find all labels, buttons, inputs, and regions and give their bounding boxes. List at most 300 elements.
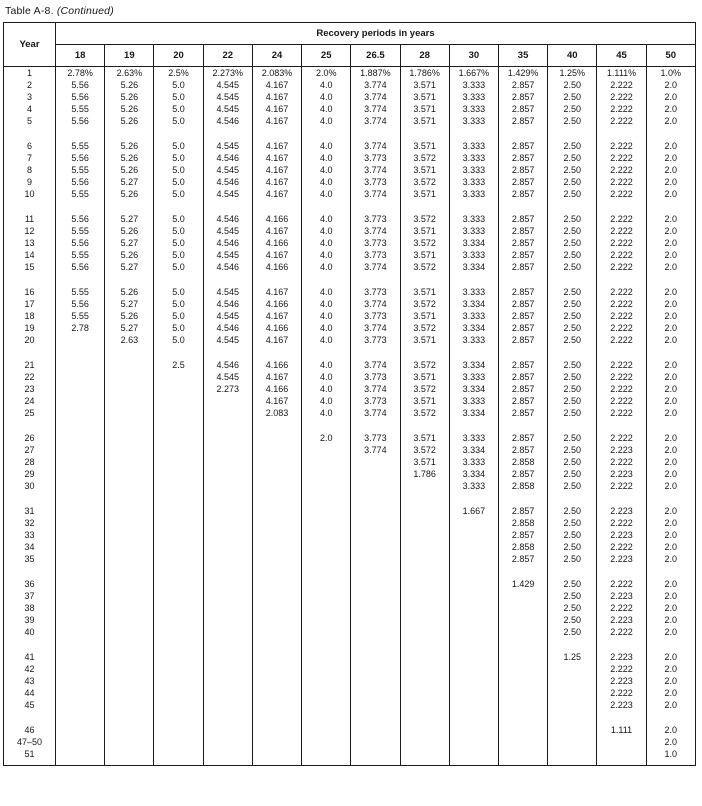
value-cell: 5.26 bbox=[105, 91, 154, 103]
value-cell: 2.50 bbox=[548, 407, 597, 419]
value-cell: 2.222 bbox=[597, 456, 646, 468]
value-cell bbox=[56, 663, 105, 675]
group-spacer-row bbox=[4, 200, 696, 213]
value-cell: 2.50 bbox=[548, 322, 597, 334]
value-cell bbox=[105, 371, 154, 383]
value-cell bbox=[203, 614, 252, 626]
table-row bbox=[4, 298, 696, 310]
empty-cell bbox=[105, 273, 154, 286]
value-cell: 3.773 bbox=[351, 395, 400, 407]
empty-cell bbox=[252, 273, 301, 286]
value-cell: 5.0 bbox=[154, 140, 203, 152]
value-cell: 2.0 bbox=[646, 456, 695, 468]
value-cell bbox=[154, 371, 203, 383]
value-cell: 2.223 bbox=[597, 699, 646, 711]
value-cell: 4.167 bbox=[252, 249, 301, 261]
value-cell: 4.167 bbox=[252, 225, 301, 237]
value-cell: 2.50 bbox=[548, 261, 597, 273]
empty-cell bbox=[302, 760, 351, 766]
value-cell: 3.333 bbox=[449, 152, 498, 164]
value-cell bbox=[400, 687, 449, 699]
value-cell bbox=[351, 724, 400, 736]
value-cell: 4.545 bbox=[203, 164, 252, 176]
year-cell: 1 bbox=[4, 67, 56, 80]
value-cell bbox=[548, 748, 597, 760]
value-cell: 2.50 bbox=[548, 371, 597, 383]
empty-cell bbox=[597, 638, 646, 651]
value-cell: 2.50 bbox=[548, 140, 597, 152]
value-cell: 2.0 bbox=[646, 261, 695, 273]
year-column-header: Year bbox=[4, 23, 56, 67]
value-cell: 4.546 bbox=[203, 152, 252, 164]
value-cell: 5.26 bbox=[105, 310, 154, 322]
value-cell bbox=[56, 748, 105, 760]
value-cell bbox=[449, 651, 498, 663]
value-cell bbox=[400, 724, 449, 736]
value-cell bbox=[252, 541, 301, 553]
value-cell: 3.334 bbox=[449, 322, 498, 334]
value-cell: 2.0 bbox=[646, 188, 695, 200]
value-cell: 3.333 bbox=[449, 456, 498, 468]
value-cell: 4.546 bbox=[203, 322, 252, 334]
group-spacer-row bbox=[4, 419, 696, 432]
table-row bbox=[4, 663, 696, 675]
value-cell: 5.26 bbox=[105, 249, 154, 261]
value-cell bbox=[449, 529, 498, 541]
value-cell bbox=[56, 505, 105, 517]
value-cell bbox=[203, 480, 252, 492]
empty-cell bbox=[449, 127, 498, 140]
empty-cell bbox=[400, 200, 449, 213]
value-cell: 3.773 bbox=[351, 371, 400, 383]
empty-cell bbox=[646, 273, 695, 286]
year-cell: 4 bbox=[4, 103, 56, 115]
value-cell: 2.223 bbox=[597, 614, 646, 626]
value-cell bbox=[252, 699, 301, 711]
value-cell bbox=[105, 675, 154, 687]
value-cell: 3.571 bbox=[400, 164, 449, 176]
value-cell: 3.333 bbox=[449, 371, 498, 383]
empty-cell bbox=[4, 711, 56, 724]
value-cell bbox=[449, 687, 498, 699]
value-cell: 5.0 bbox=[154, 79, 203, 91]
value-cell: 2.0 bbox=[646, 371, 695, 383]
value-cell: 2.50 bbox=[548, 468, 597, 480]
value-cell: 3.571 bbox=[400, 188, 449, 200]
value-cell: 5.0 bbox=[154, 310, 203, 322]
value-cell bbox=[302, 736, 351, 748]
value-cell: 3.773 bbox=[351, 152, 400, 164]
value-cell: 5.0 bbox=[154, 322, 203, 334]
value-cell: 3.774 bbox=[351, 188, 400, 200]
empty-cell bbox=[548, 127, 597, 140]
period-header-25: 25 bbox=[302, 45, 351, 67]
value-cell bbox=[105, 602, 154, 614]
empty-cell bbox=[302, 419, 351, 432]
value-cell: 4.167 bbox=[252, 164, 301, 176]
value-cell bbox=[56, 456, 105, 468]
value-cell: 3.333 bbox=[449, 91, 498, 103]
value-cell bbox=[56, 395, 105, 407]
period-header-35: 35 bbox=[498, 45, 547, 67]
table-row bbox=[4, 675, 696, 687]
value-cell: 3.333 bbox=[449, 103, 498, 115]
value-cell: 2.083 bbox=[252, 407, 301, 419]
period-header-26.5: 26.5 bbox=[351, 45, 400, 67]
year-cell: 43 bbox=[4, 675, 56, 687]
value-cell: 2.857 bbox=[498, 103, 547, 115]
value-cell: 2.858 bbox=[498, 541, 547, 553]
value-cell bbox=[252, 748, 301, 760]
empty-cell bbox=[154, 565, 203, 578]
value-cell bbox=[252, 444, 301, 456]
empty-cell bbox=[400, 711, 449, 724]
table-row bbox=[4, 468, 696, 480]
empty-cell bbox=[105, 346, 154, 359]
year-cell: 44 bbox=[4, 687, 56, 699]
value-cell: 3.571 bbox=[400, 334, 449, 346]
empty-cell bbox=[203, 419, 252, 432]
value-cell: 4.0 bbox=[302, 225, 351, 237]
value-cell bbox=[548, 663, 597, 675]
value-cell bbox=[154, 541, 203, 553]
value-cell bbox=[252, 456, 301, 468]
value-cell: 2.857 bbox=[498, 225, 547, 237]
value-cell bbox=[56, 334, 105, 346]
value-cell: 2.50 bbox=[548, 249, 597, 261]
value-cell: 5.26 bbox=[105, 286, 154, 298]
empty-cell bbox=[548, 638, 597, 651]
period-header-20: 20 bbox=[154, 45, 203, 67]
table-row bbox=[4, 505, 696, 517]
value-cell: 5.56 bbox=[56, 91, 105, 103]
empty-cell bbox=[498, 419, 547, 432]
value-cell: 4.0 bbox=[302, 188, 351, 200]
value-cell bbox=[203, 468, 252, 480]
empty-cell bbox=[449, 638, 498, 651]
value-cell: 2.0 bbox=[646, 468, 695, 480]
value-cell bbox=[302, 724, 351, 736]
empty-cell bbox=[203, 200, 252, 213]
value-cell: 5.26 bbox=[105, 103, 154, 115]
value-cell bbox=[351, 553, 400, 565]
value-cell bbox=[351, 529, 400, 541]
table-row bbox=[4, 103, 696, 115]
value-cell: 4.0 bbox=[302, 91, 351, 103]
empty-cell bbox=[646, 127, 695, 140]
value-cell bbox=[203, 736, 252, 748]
empty-cell bbox=[302, 638, 351, 651]
value-cell bbox=[56, 578, 105, 590]
empty-cell bbox=[203, 638, 252, 651]
value-cell: 2.50 bbox=[548, 298, 597, 310]
table-body bbox=[4, 67, 696, 766]
value-cell bbox=[548, 687, 597, 699]
empty-cell bbox=[351, 711, 400, 724]
empty-cell bbox=[548, 346, 597, 359]
value-cell bbox=[56, 541, 105, 553]
value-cell: 2.50 bbox=[548, 456, 597, 468]
value-cell: 2.0 bbox=[646, 152, 695, 164]
empty-cell bbox=[203, 346, 252, 359]
value-cell: 2.50 bbox=[548, 614, 597, 626]
empty-cell bbox=[400, 127, 449, 140]
value-cell bbox=[449, 590, 498, 602]
value-cell: 4.167 bbox=[252, 152, 301, 164]
value-cell: 2.222 bbox=[597, 322, 646, 334]
value-cell: 4.167 bbox=[252, 176, 301, 188]
value-cell: 2.50 bbox=[548, 176, 597, 188]
value-cell bbox=[154, 736, 203, 748]
value-cell: 2.50 bbox=[548, 590, 597, 602]
value-cell bbox=[203, 529, 252, 541]
value-cell bbox=[351, 614, 400, 626]
value-cell: 3.774 bbox=[351, 383, 400, 395]
value-cell bbox=[400, 480, 449, 492]
empty-cell bbox=[351, 346, 400, 359]
value-cell: 3.571 bbox=[400, 79, 449, 91]
value-cell bbox=[203, 505, 252, 517]
value-cell: 3.572 bbox=[400, 237, 449, 249]
value-cell bbox=[56, 724, 105, 736]
table-header bbox=[4, 23, 696, 67]
value-cell: 3.571 bbox=[400, 286, 449, 298]
empty-cell bbox=[498, 760, 547, 766]
empty-cell bbox=[203, 127, 252, 140]
empty-cell bbox=[449, 346, 498, 359]
value-cell: 5.0 bbox=[154, 164, 203, 176]
period-header-40: 40 bbox=[548, 45, 597, 67]
value-cell: 3.571 bbox=[400, 395, 449, 407]
value-cell bbox=[154, 432, 203, 444]
empty-cell bbox=[56, 200, 105, 213]
value-cell: 3.333 bbox=[449, 115, 498, 127]
value-cell: 2.50 bbox=[548, 164, 597, 176]
depreciation-table bbox=[3, 22, 696, 766]
value-cell bbox=[351, 468, 400, 480]
value-cell bbox=[400, 602, 449, 614]
empty-cell bbox=[449, 200, 498, 213]
value-cell: 1.0% bbox=[646, 67, 695, 80]
value-cell: 5.56 bbox=[56, 261, 105, 273]
value-cell: 4.166 bbox=[252, 237, 301, 249]
value-cell: 2.857 bbox=[498, 432, 547, 444]
value-cell bbox=[302, 663, 351, 675]
value-cell: 4.167 bbox=[252, 334, 301, 346]
value-cell: 2.0 bbox=[646, 225, 695, 237]
table-row bbox=[4, 176, 696, 188]
value-cell bbox=[252, 432, 301, 444]
value-cell bbox=[203, 626, 252, 638]
table-row bbox=[4, 152, 696, 164]
empty-cell bbox=[154, 419, 203, 432]
empty-cell bbox=[154, 273, 203, 286]
value-cell bbox=[252, 614, 301, 626]
value-cell: 2.0 bbox=[646, 602, 695, 614]
value-cell: 3.572 bbox=[400, 383, 449, 395]
period-header-45: 45 bbox=[597, 45, 646, 67]
table-row bbox=[4, 115, 696, 127]
empty-cell bbox=[400, 760, 449, 766]
value-cell: 2.63% bbox=[105, 67, 154, 80]
table-row bbox=[4, 724, 696, 736]
value-cell: 4.0 bbox=[302, 103, 351, 115]
empty-cell bbox=[252, 565, 301, 578]
value-cell: 3.572 bbox=[400, 261, 449, 273]
value-cell: 3.571 bbox=[400, 249, 449, 261]
value-cell: 3.774 bbox=[351, 164, 400, 176]
value-cell: 3.334 bbox=[449, 261, 498, 273]
value-cell bbox=[302, 468, 351, 480]
table-row bbox=[4, 553, 696, 565]
value-cell: 2.50 bbox=[548, 517, 597, 529]
value-cell bbox=[252, 736, 301, 748]
value-cell: 2.857 bbox=[498, 91, 547, 103]
year-cell: 22 bbox=[4, 371, 56, 383]
value-cell bbox=[400, 614, 449, 626]
value-cell: 2.50 bbox=[548, 359, 597, 371]
value-cell: 3.333 bbox=[449, 79, 498, 91]
empty-cell bbox=[105, 638, 154, 651]
value-cell: 2.50 bbox=[548, 432, 597, 444]
empty-cell bbox=[56, 638, 105, 651]
value-cell: 2.5 bbox=[154, 359, 203, 371]
value-cell: 2.0 bbox=[646, 687, 695, 699]
value-cell bbox=[597, 748, 646, 760]
value-cell: 2.50 bbox=[548, 310, 597, 322]
value-cell: 3.774 bbox=[351, 261, 400, 273]
value-cell: 3.572 bbox=[400, 407, 449, 419]
value-cell: 3.774 bbox=[351, 103, 400, 115]
value-cell: 2.857 bbox=[498, 334, 547, 346]
table-row bbox=[4, 67, 696, 80]
value-cell bbox=[56, 517, 105, 529]
value-cell: 4.167 bbox=[252, 395, 301, 407]
value-cell: 5.27 bbox=[105, 322, 154, 334]
value-cell: 3.333 bbox=[449, 164, 498, 176]
empty-cell bbox=[56, 346, 105, 359]
value-cell: 5.26 bbox=[105, 79, 154, 91]
year-cell: 38 bbox=[4, 602, 56, 614]
table-row bbox=[4, 213, 696, 225]
value-cell bbox=[351, 736, 400, 748]
table-row bbox=[4, 334, 696, 346]
value-cell: 4.0 bbox=[302, 359, 351, 371]
value-cell: 2.0 bbox=[646, 724, 695, 736]
value-cell: 2.50 bbox=[548, 383, 597, 395]
value-cell: 4.0 bbox=[302, 213, 351, 225]
value-cell: 4.167 bbox=[252, 188, 301, 200]
table-row bbox=[4, 651, 696, 663]
value-cell: 2.0 bbox=[646, 578, 695, 590]
value-cell bbox=[154, 553, 203, 565]
value-cell: 4.545 bbox=[203, 140, 252, 152]
empty-cell bbox=[56, 760, 105, 766]
empty-cell bbox=[597, 565, 646, 578]
value-cell bbox=[400, 663, 449, 675]
value-cell: 2.222 bbox=[597, 310, 646, 322]
period-header-30: 30 bbox=[449, 45, 498, 67]
value-cell: 5.55 bbox=[56, 249, 105, 261]
value-cell: 2.222 bbox=[597, 213, 646, 225]
group-spacer-row bbox=[4, 638, 696, 651]
value-cell bbox=[56, 687, 105, 699]
empty-cell bbox=[351, 638, 400, 651]
value-cell bbox=[154, 724, 203, 736]
value-cell: 5.26 bbox=[105, 140, 154, 152]
value-cell: 2.223 bbox=[597, 651, 646, 663]
value-cell bbox=[302, 651, 351, 663]
value-cell: 3.333 bbox=[449, 213, 498, 225]
value-cell bbox=[252, 724, 301, 736]
value-cell: 2.858 bbox=[498, 517, 547, 529]
value-cell: 3.333 bbox=[449, 432, 498, 444]
value-cell: 3.333 bbox=[449, 188, 498, 200]
year-cell: 3 bbox=[4, 91, 56, 103]
value-cell bbox=[105, 517, 154, 529]
value-cell: 2.0 bbox=[646, 553, 695, 565]
empty-cell bbox=[302, 711, 351, 724]
value-cell: 2.857 bbox=[498, 444, 547, 456]
value-cell: 4.545 bbox=[203, 79, 252, 91]
value-cell: 3.773 bbox=[351, 249, 400, 261]
value-cell: 5.27 bbox=[105, 213, 154, 225]
empty-cell bbox=[646, 492, 695, 505]
value-cell: 2.50 bbox=[548, 103, 597, 115]
value-cell: 2.0 bbox=[646, 444, 695, 456]
header-row-periods bbox=[4, 45, 696, 67]
year-cell: 23 bbox=[4, 383, 56, 395]
value-cell: 2.222 bbox=[597, 359, 646, 371]
value-cell: 5.26 bbox=[105, 164, 154, 176]
value-cell bbox=[56, 651, 105, 663]
empty-cell bbox=[400, 492, 449, 505]
value-cell bbox=[203, 675, 252, 687]
empty-cell bbox=[4, 346, 56, 359]
empty-cell bbox=[351, 565, 400, 578]
value-cell: 3.773 bbox=[351, 237, 400, 249]
value-cell bbox=[105, 663, 154, 675]
value-cell: 2.857 bbox=[498, 505, 547, 517]
empty-cell bbox=[252, 200, 301, 213]
value-cell: 2.0 bbox=[646, 614, 695, 626]
value-cell: 2.50 bbox=[548, 225, 597, 237]
value-cell: 2.222 bbox=[597, 176, 646, 188]
value-cell: 2.0 bbox=[646, 736, 695, 748]
empty-cell bbox=[4, 200, 56, 213]
value-cell: 3.774 bbox=[351, 140, 400, 152]
value-cell: 3.333 bbox=[449, 334, 498, 346]
value-cell bbox=[498, 663, 547, 675]
value-cell: 5.55 bbox=[56, 310, 105, 322]
value-cell bbox=[105, 480, 154, 492]
value-cell bbox=[154, 687, 203, 699]
empty-cell bbox=[154, 346, 203, 359]
value-cell: 4.0 bbox=[302, 286, 351, 298]
value-cell bbox=[56, 626, 105, 638]
value-cell: 4.545 bbox=[203, 91, 252, 103]
value-cell bbox=[56, 614, 105, 626]
year-cell: 2 bbox=[4, 79, 56, 91]
value-cell bbox=[252, 480, 301, 492]
value-cell bbox=[252, 505, 301, 517]
year-cell: 11 bbox=[4, 213, 56, 225]
table-row bbox=[4, 188, 696, 200]
value-cell: 2.223 bbox=[597, 553, 646, 565]
value-cell: 2.0 bbox=[646, 529, 695, 541]
value-cell: 2.50 bbox=[548, 529, 597, 541]
value-cell: 2.50 bbox=[548, 237, 597, 249]
